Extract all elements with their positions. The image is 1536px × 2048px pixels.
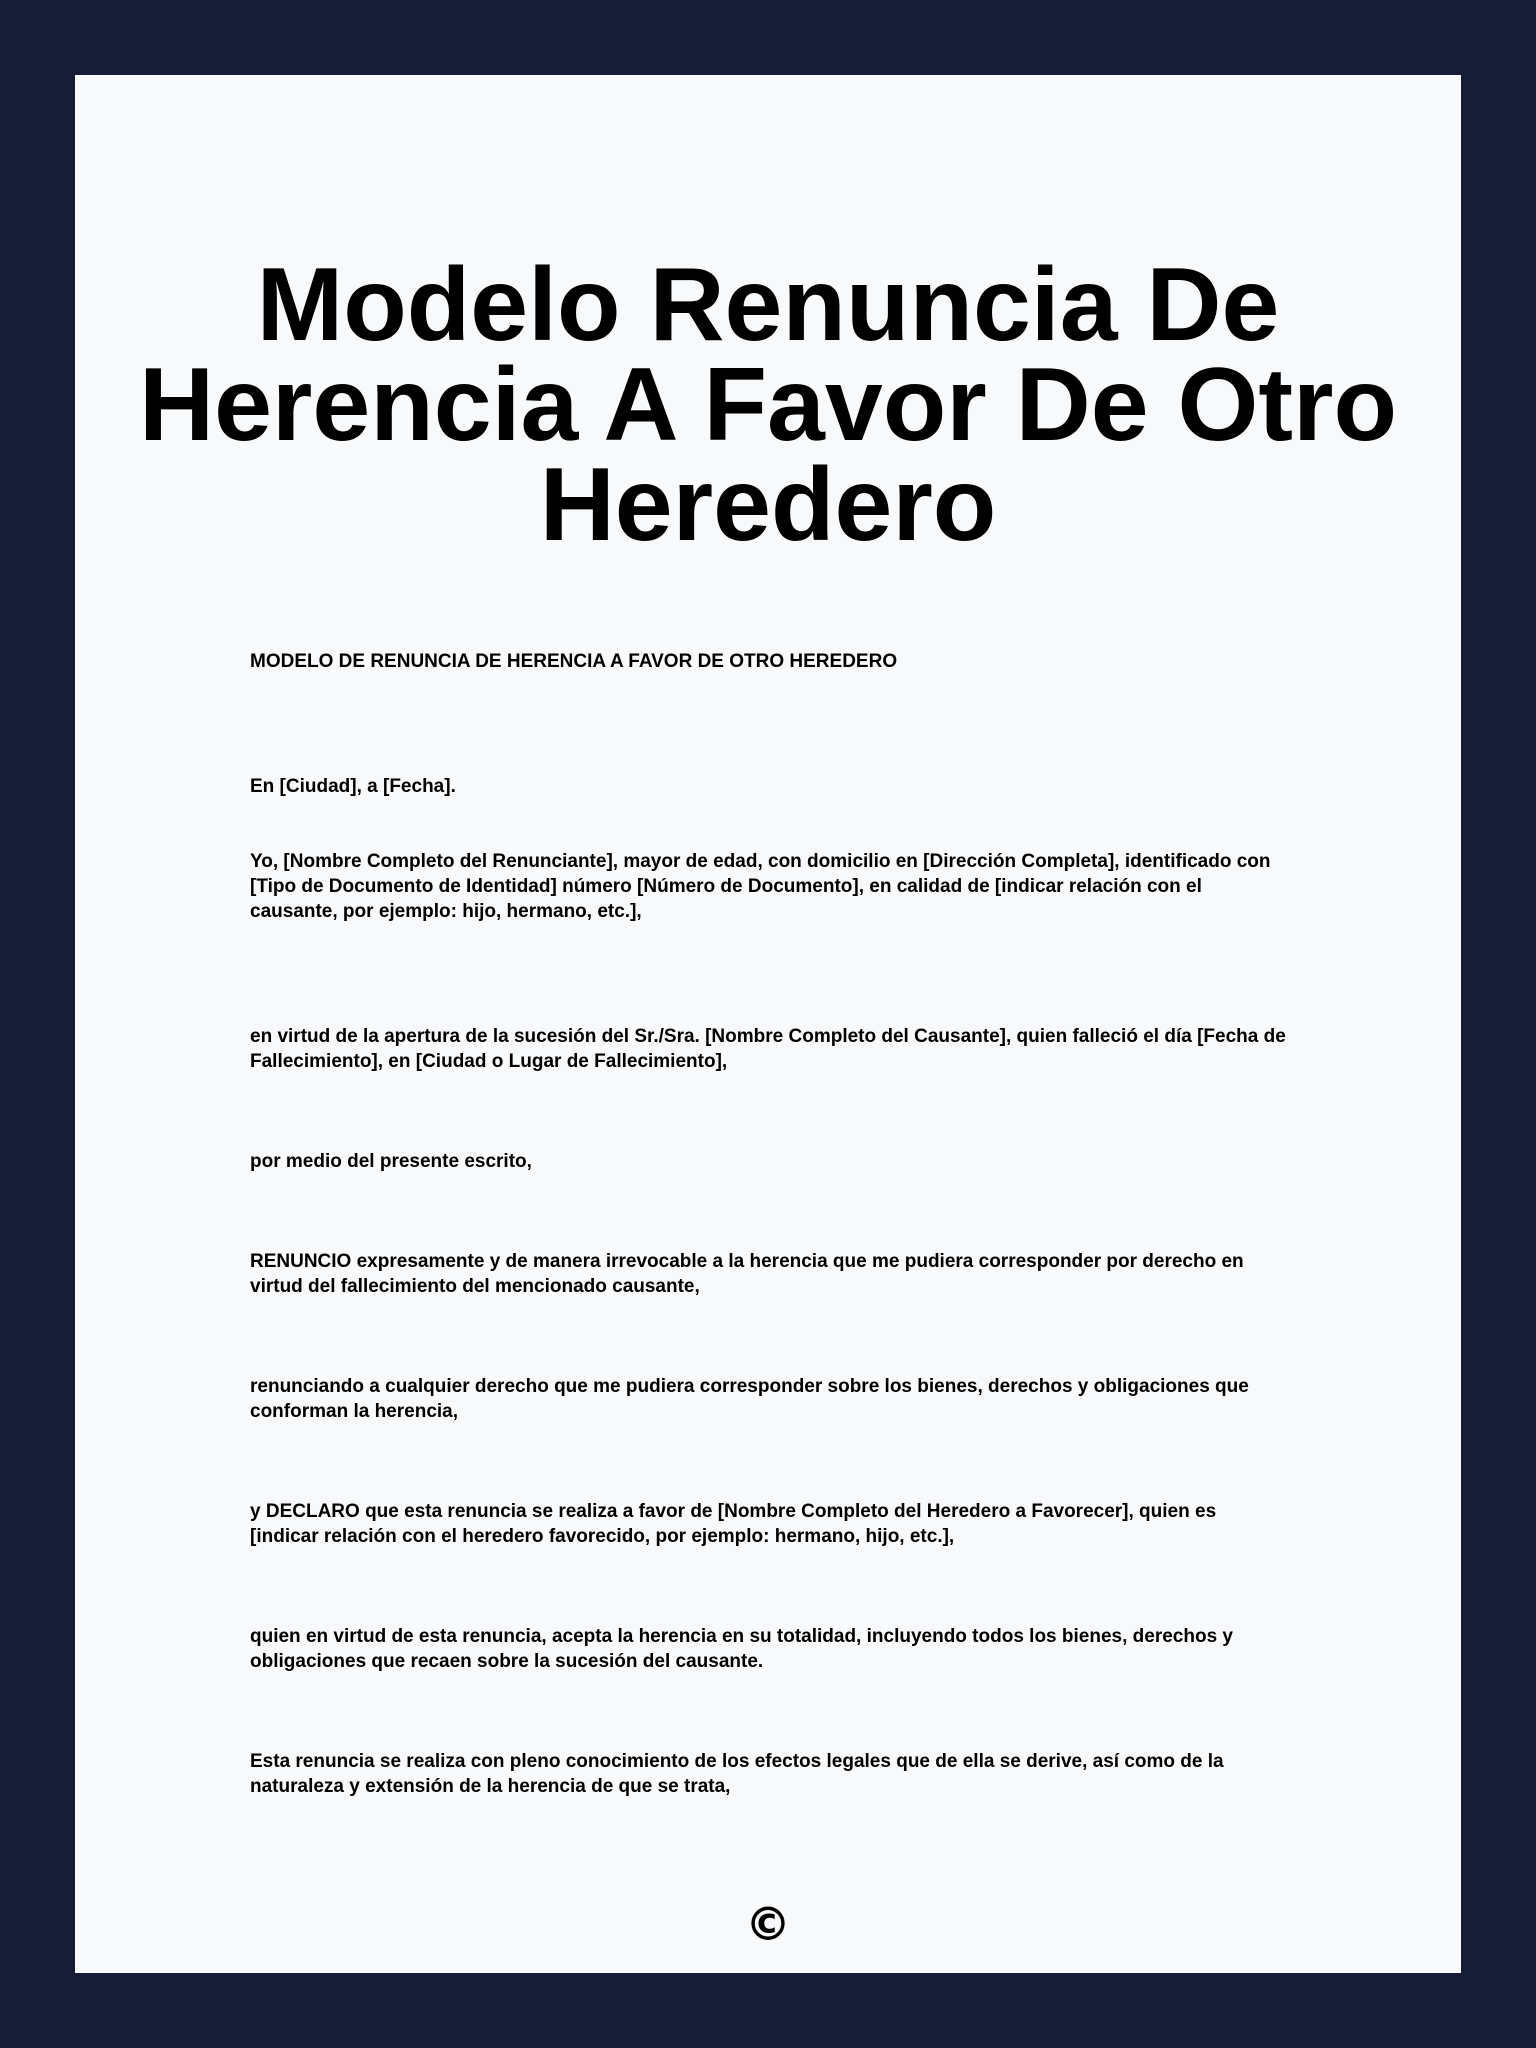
- paragraph-beneficiary-declaration: y DECLARO que esta renuncia se realiza a favor de [Nombre Completo del Heredero a Favorecer], quien es [indicar relación con el heredero favorecido, por ejemplo: hermano, hijo, etc.],: [250, 1501, 1217, 1547]
- paragraph-acceptance: quien en virtud de esta renuncia, acepta la herencia en su totalidad, incluyendo todos los bienes, derechos y obligaciones que recaen sobre la sucesión del causante.: [250, 1626, 1233, 1672]
- paragraph-place-date: En [Ciudad], a [Fecha].: [250, 776, 456, 797]
- document-heading: MODELO DE RENUNCIA DE HERENCIA A FAVOR DE OTRO HEREDERO: [250, 651, 898, 672]
- page-title: Modelo Renuncia De Herencia A Favor De Otro Heredero: [138, 247, 1397, 563]
- paragraph-renunciation: RENUNCIO expresamente y de manera irrevocable a la herencia que me pudiera corresponder por derecho en virtud del fallecimiento del mencionado causante,: [250, 1251, 1244, 1297]
- paragraph-legal-effects: Esta renuncia se realiza con pleno conocimiento de los efectos legales que de ella se derive, así como de la naturaleza y extensión de la herencia de que se trata,: [250, 1751, 1224, 1797]
- paragraph-succession: en virtud de la apertura de la sucesión del Sr./Sra. [Nombre Completo del Causante], quien falleció el día [Fecha de Fallecimiento], en [Ciudad o Lugar de Fallecimiento],: [250, 1026, 1286, 1072]
- copyright-icon: ©: [745, 1897, 791, 1951]
- paragraph-renunciant-identity: Yo, [Nombre Completo del Renunciante], mayor de edad, con domicilio en [Dirección Completa], identificado con [Tipo de Documento de Identidad] número [Número de Documento], en calidad de [indicar relación con el causante, por ejemplo: hijo, hermano, etc.],: [250, 851, 1271, 922]
- paragraph-written-means: por medio del presente escrito,: [250, 1151, 532, 1172]
- document-page: [75, 75, 1461, 1973]
- paragraph-rights-waiver: renunciando a cualquier derecho que me pudiera corresponder sobre los bienes, derechos y obligaciones que conforman la herencia,: [250, 1376, 1249, 1422]
